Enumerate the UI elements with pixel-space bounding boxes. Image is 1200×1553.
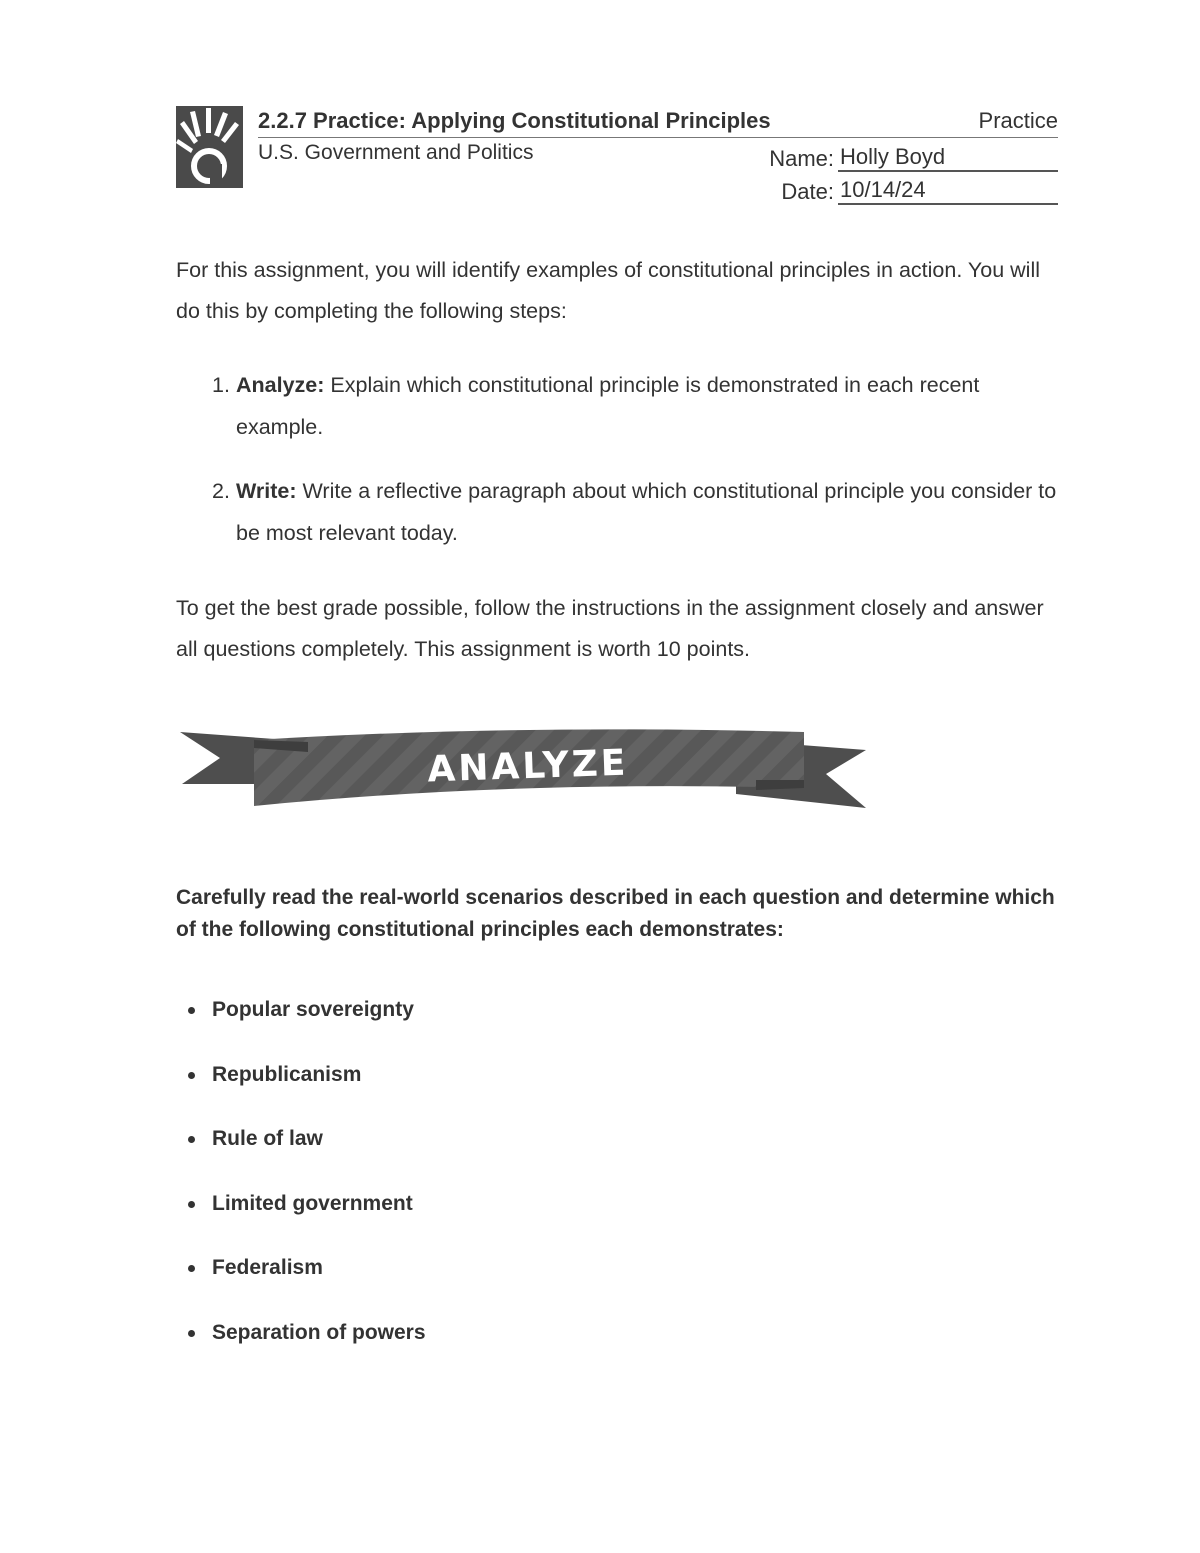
date-label: Date: bbox=[781, 179, 834, 204]
list-item bbox=[176, 1250, 426, 1315]
bullet-icon bbox=[188, 1330, 195, 1337]
step-number: 2. bbox=[212, 479, 230, 503]
steps-list bbox=[176, 364, 1066, 576]
intro-paragraph: For this assignment, you will identify examples of constitutional principles in action. You will do this by completing the following steps: bbox=[176, 258, 1041, 323]
closing-paragraph: To get the best grade possible, follow the instructions in the assignment closely and answer all questions completely. This assignment is worth 10 points. bbox=[176, 596, 1044, 661]
bullet-icon bbox=[188, 1007, 195, 1014]
name-label: Name: bbox=[769, 146, 834, 171]
step-label: Write: bbox=[236, 479, 297, 503]
step-text: Explain which constitutional principle is demonstrated in each recent example. bbox=[236, 373, 980, 439]
instructions-paragraph: Carefully read the real-world scenarios described in each question and determine which of the following constitutional principles each demonstrates: bbox=[176, 886, 1055, 941]
principle-label: Republicanism bbox=[212, 1062, 362, 1086]
step-number: 1. bbox=[212, 373, 230, 397]
name-field bbox=[769, 144, 1058, 172]
bullet-icon bbox=[188, 1265, 195, 1272]
principle-label: Popular sovereignty bbox=[212, 998, 414, 1021]
principle-label: Limited government bbox=[212, 1191, 413, 1215]
bullet-icon bbox=[188, 1136, 195, 1143]
step-text: Write a reflective paragraph about which constitutional principle you consider to be most relevant today. bbox=[236, 479, 1057, 545]
principle-label: Separation of powers bbox=[212, 1320, 426, 1344]
principle-label: Federalism bbox=[212, 1256, 323, 1279]
step-item-write bbox=[176, 470, 1066, 554]
list-item bbox=[176, 1057, 426, 1122]
step-item-analyze bbox=[176, 364, 1066, 448]
sunburst-logo-icon bbox=[176, 106, 243, 188]
header-divider bbox=[258, 137, 1058, 138]
list-item bbox=[176, 1121, 426, 1186]
course-name: U.S. Government and Politics bbox=[258, 141, 534, 164]
principles-list bbox=[176, 992, 426, 1379]
date-value[interactable]: 10/14/24 bbox=[838, 177, 1058, 205]
list-item bbox=[176, 992, 426, 1057]
analyze-banner bbox=[176, 722, 870, 814]
step-label: Analyze: bbox=[236, 373, 325, 397]
date-field bbox=[781, 177, 1058, 205]
banner-text: ANALYZE bbox=[426, 742, 630, 791]
document-type-label: Practice bbox=[978, 108, 1058, 133]
list-item bbox=[176, 1186, 426, 1251]
assignment-title: 2.2.7 Practice: Applying Constitutional Principles bbox=[258, 108, 771, 133]
principle-label: Rule of law bbox=[212, 1127, 323, 1150]
bullet-icon bbox=[188, 1072, 195, 1079]
list-item bbox=[176, 1315, 426, 1380]
bullet-icon bbox=[188, 1201, 195, 1208]
name-value[interactable]: Holly Boyd bbox=[838, 144, 1058, 172]
